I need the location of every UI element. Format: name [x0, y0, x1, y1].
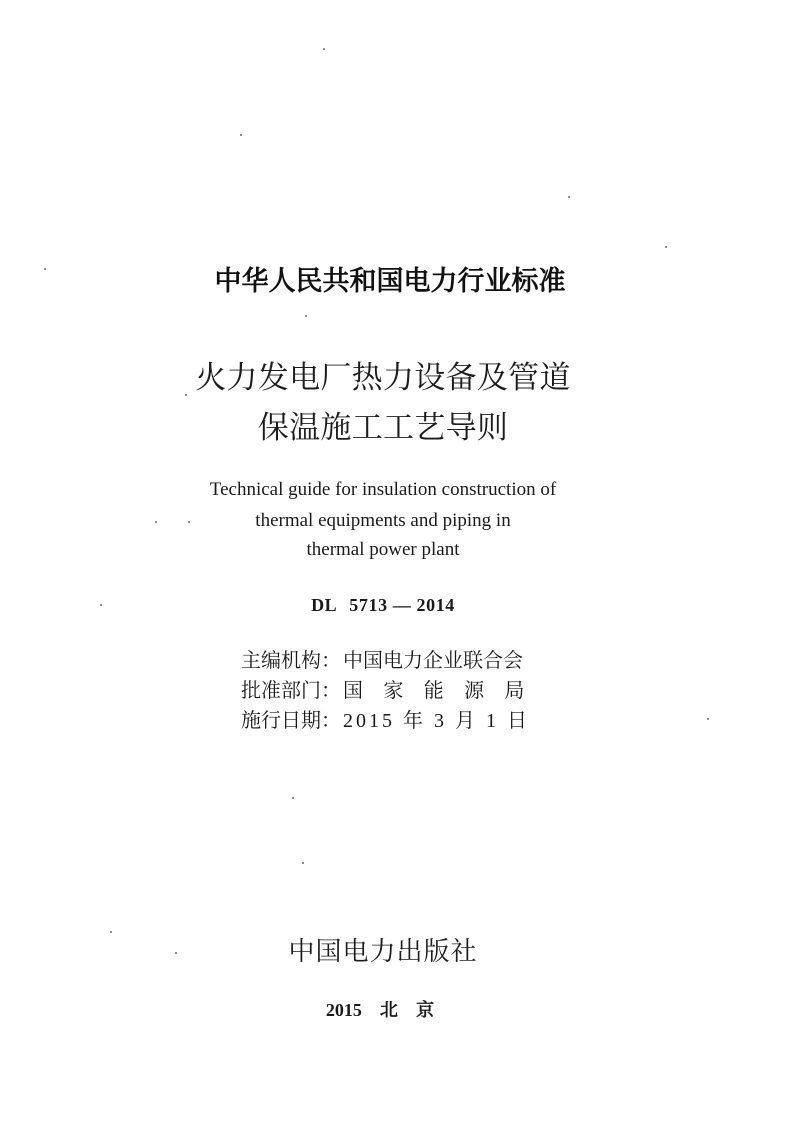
info-row-editor: [241, 645, 561, 675]
scan-speck: [292, 797, 294, 799]
scan-speck: [240, 134, 242, 136]
publisher: 中国电力出版社: [288, 937, 478, 967]
title-en-line-1: Technical guide for insulation construction of: [209, 479, 557, 500]
standard-code: [0, 592, 766, 618]
standard-code-prefix: DL: [311, 595, 338, 615]
info-value: 国 家 能 源 局: [343, 678, 532, 702]
imprint: [0, 997, 766, 1023]
info-value: 2015 年 3 月 1 日: [343, 710, 530, 732]
standard-category: 中华人民共和国电力行业标准: [214, 266, 566, 297]
standard-code-number: 5713 — 2014: [349, 595, 455, 615]
scan-speck: [110, 931, 112, 933]
imprint-year: 2015: [325, 1000, 362, 1020]
scan-speck: [568, 196, 570, 198]
title-en-line-2: thermal equipments and piping in: [255, 510, 511, 531]
info-value: 中国电力企业联合会: [343, 648, 523, 672]
title-cn-line-1: 火力发电厂热力设备及管道: [195, 360, 571, 396]
scan-speck: [323, 48, 325, 50]
info-row-approver: [241, 675, 561, 705]
info-label: 施行日期：: [241, 708, 341, 732]
imprint-city: 北 京: [379, 1000, 441, 1021]
scan-speck: [707, 718, 709, 720]
info-label: 主编机构：: [241, 648, 341, 672]
info-label: 批准部门：: [241, 678, 341, 702]
publication-info: [241, 645, 561, 735]
scan-speck: [302, 862, 304, 864]
title-cn-line-2: 保温施工工艺导则: [257, 410, 509, 446]
title-en-line-3: thermal power plant: [306, 539, 460, 560]
info-row-effective-date: [241, 705, 561, 735]
scan-speck: [665, 246, 667, 248]
scan-speck: [305, 315, 307, 317]
